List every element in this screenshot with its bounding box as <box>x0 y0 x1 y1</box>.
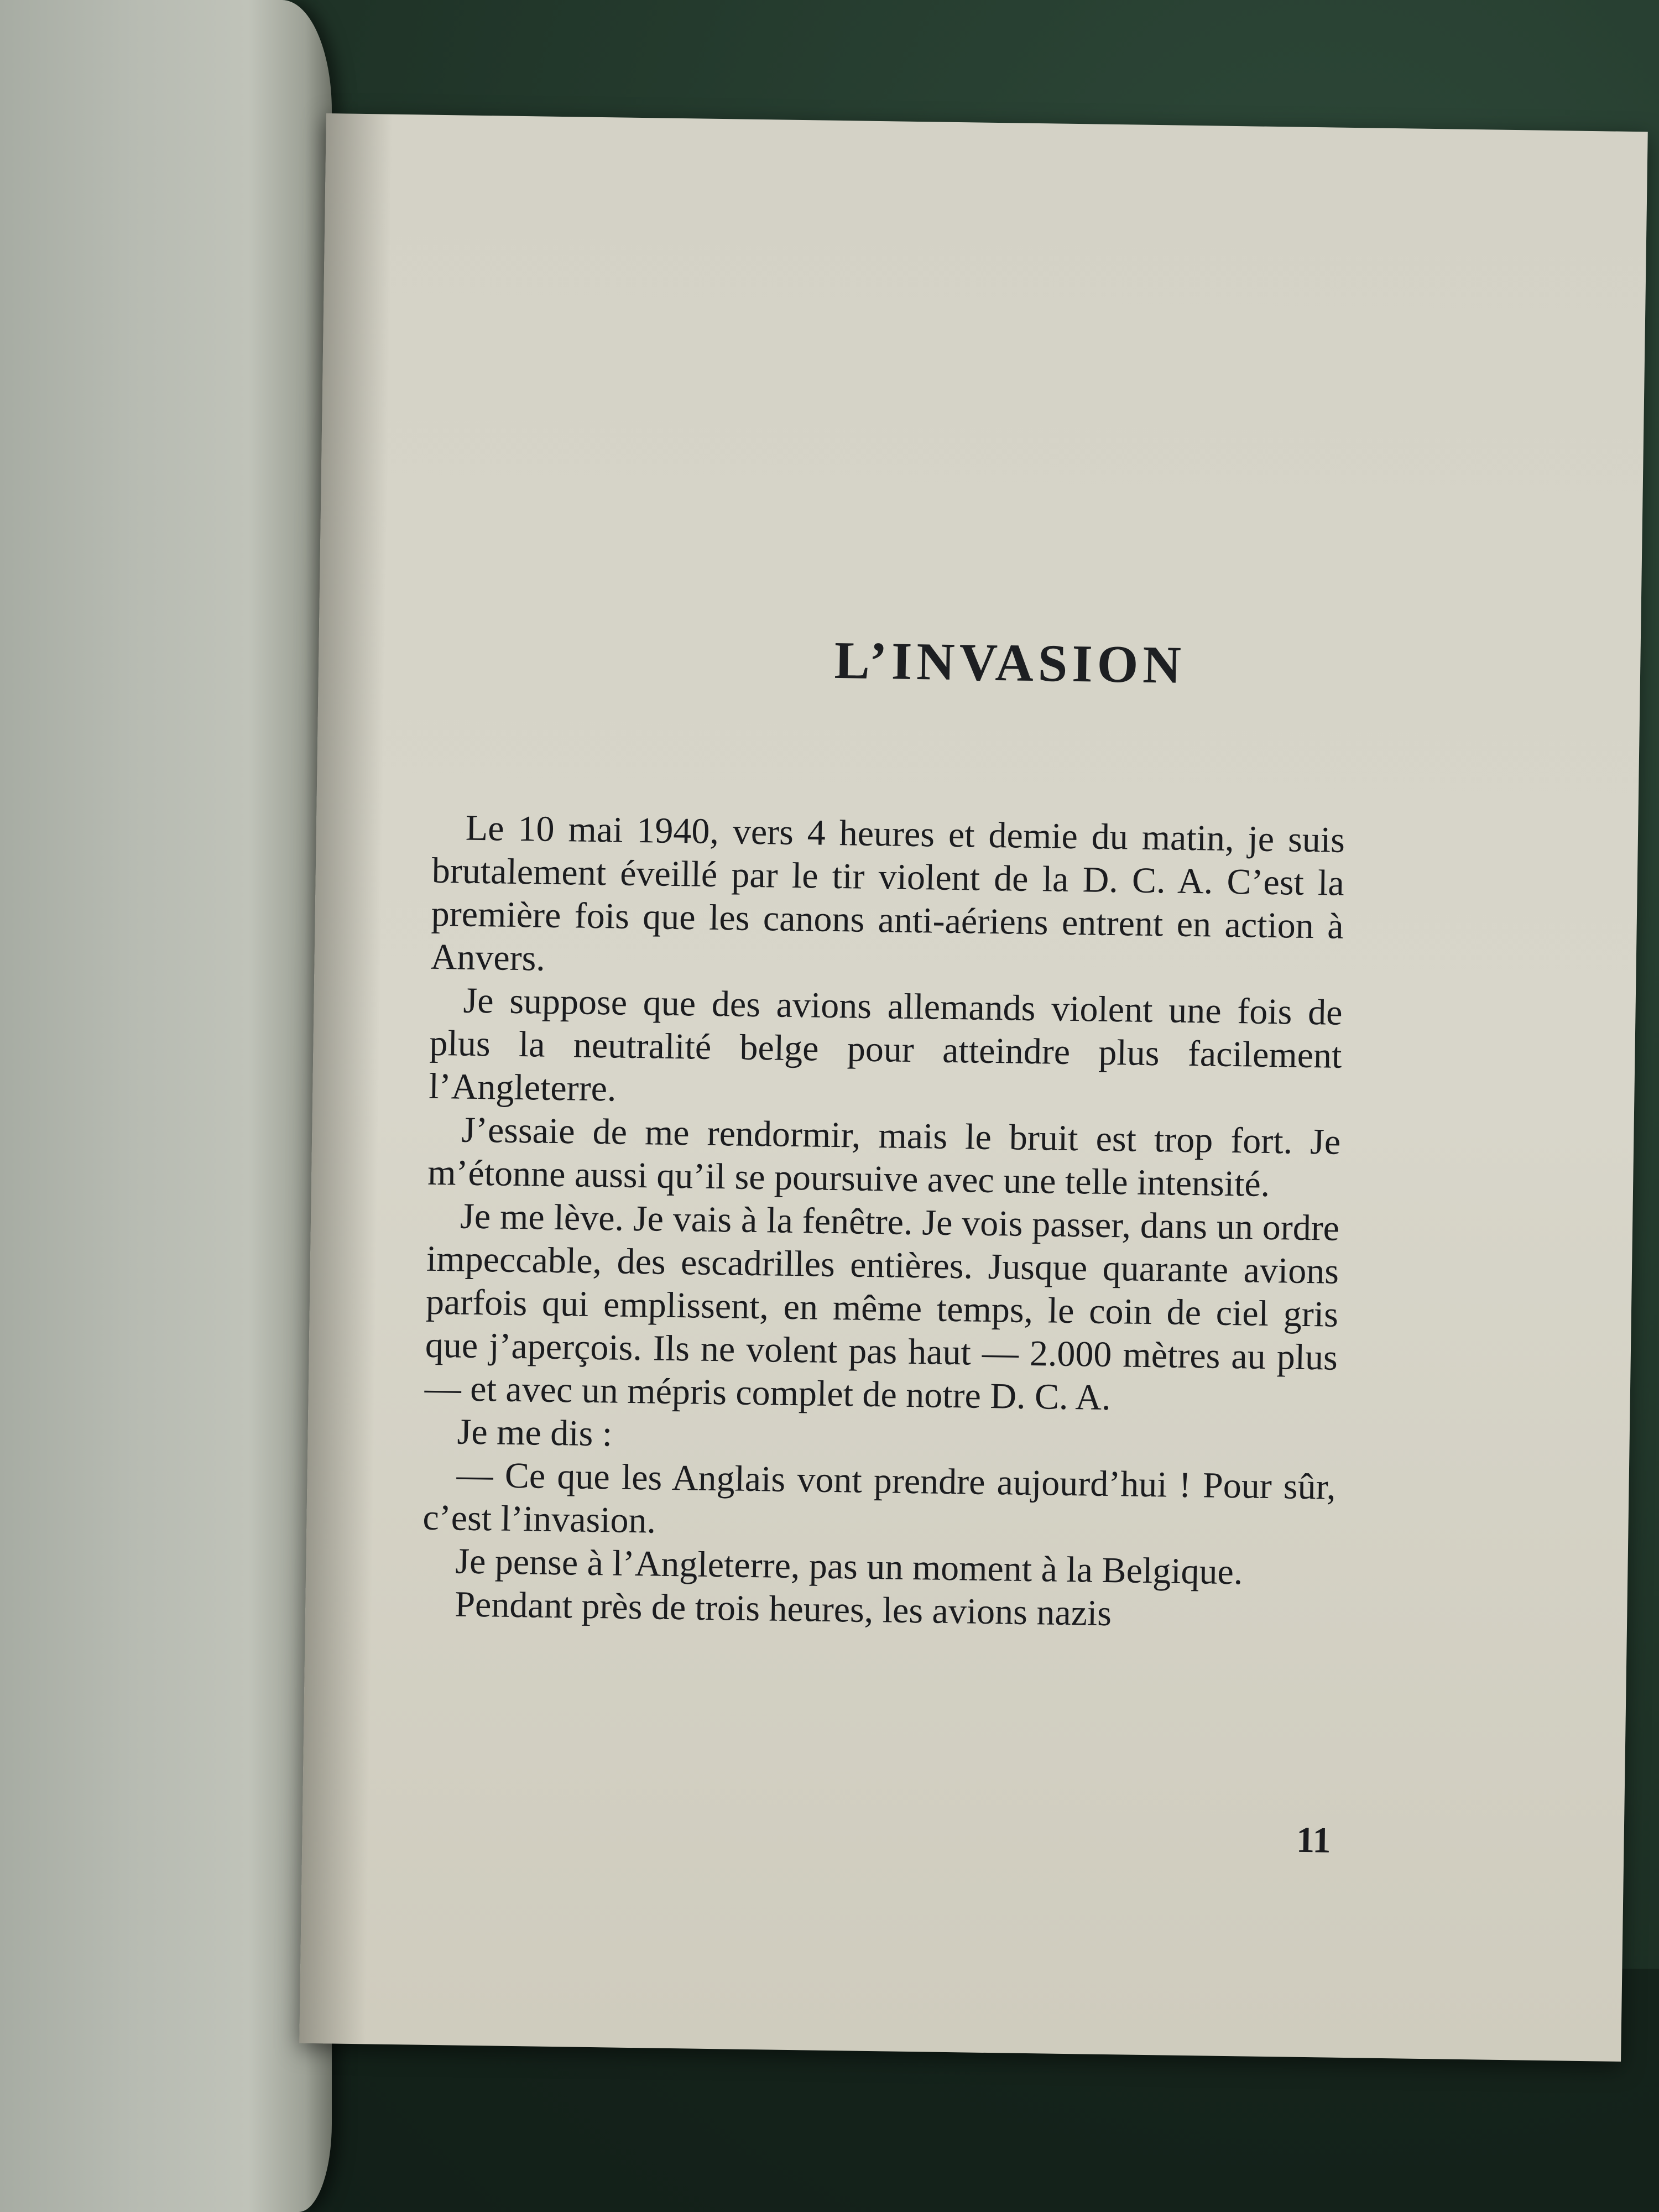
body-text <box>421 806 1345 1639</box>
page-number: 11 <box>1296 1819 1332 1861</box>
book-page <box>299 113 1647 2062</box>
paragraph: Pendant près de trois heures, les avions nazis <box>454 1584 1112 1634</box>
paragraph: Je pense à l’Angleterre, pas un moment à la Belgique. <box>455 1541 1243 1593</box>
left-page-edge <box>0 0 332 2212</box>
paragraph: Je me lève. Je vais à la fenêtre. Je vois passer, dans un ordre impeccable, des escadrilles entières. Jusque quarante avions parfois qui emplissent, en même temps, le coin de ciel gris que j’aperçois. Ils ne volent pas haut — 2.000 mètres au plus — et avec un mépris complet de notre D. C. A. <box>424 1196 1340 1418</box>
paragraph: Le 10 mai 1940, vers 4 heures et demie du matin, je suis brutalement éveillé par le tir violent de la D. C. A. C’est la première fois que les canons anti-aériens entrent en action à Anvers. <box>430 807 1345 979</box>
paragraph: Je suppose que des avions allemands violent une fois de plus la neutralité belge pour atteindre plus facilement l’Angleterre. <box>428 980 1343 1109</box>
paragraph: Je me dis : <box>457 1411 613 1454</box>
paragraph: — Ce que les Anglais vont prendre aujourd’hui ! Pour sûr, c’est l’invasion. <box>422 1454 1337 1541</box>
chapter-title: L’INVASION <box>834 630 1186 695</box>
paragraph: J’essaie de me rendormir, mais le bruit est trop fort. Je m’étonne aussi qu’il se poursuive avec une telle intensité. <box>427 1109 1341 1205</box>
